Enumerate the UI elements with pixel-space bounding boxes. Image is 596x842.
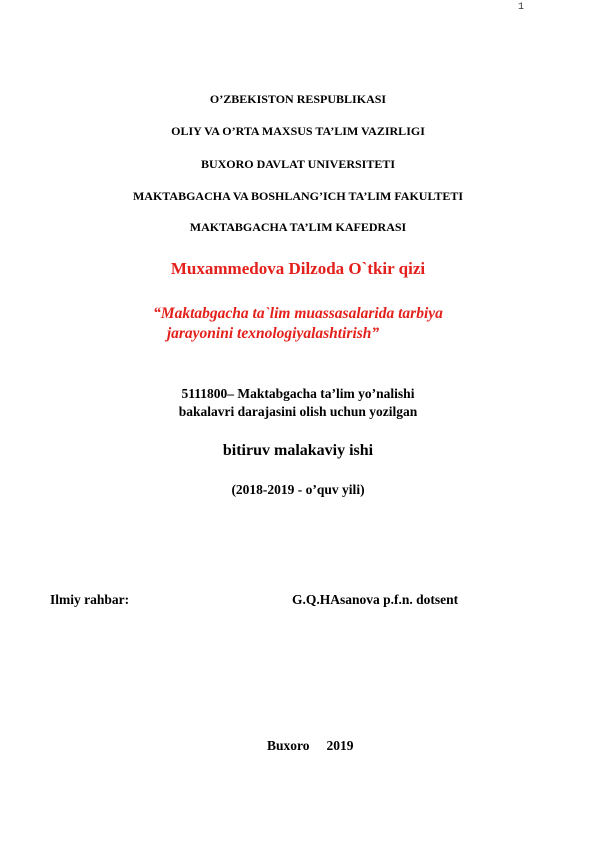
header-department: MAKTABGACHA TA’LIM KAFEDRASI <box>189 220 407 234</box>
supervisor-name: G.Q.HAsanova p.f.n. dotsent <box>292 592 459 607</box>
academic-year: (2018-2019 - o’quv yili) <box>231 482 365 497</box>
author-name: Muxammedova Dilzoda O`tkir qizi <box>170 259 426 278</box>
supervisor-label: Ilmiy rahbar: <box>50 592 130 607</box>
place-and-year <box>267 738 354 754</box>
thesis-title <box>0 304 596 344</box>
specialty <box>0 385 596 421</box>
header-university: BUXORO DAVLAT UNIVERSITETI <box>200 157 396 171</box>
year: 2019 <box>326 738 354 753</box>
specialty-line-2: bakalavri darajasini olish uchun yozilgan <box>178 404 418 419</box>
thesis-title-line-1: “Maktabgacha ta`lim muassasalarida tarbiya <box>153 305 443 322</box>
header-ministry: OLIY VA O’RTA MAXSUS TA’LIM VAZIRLIGI <box>171 124 425 138</box>
header-republic: O’ZBEKISTON RESPUBLIKASI <box>209 92 387 106</box>
specialty-line-1: 5111800– Maktabgacha ta’lim yo’nalishi <box>181 386 415 401</box>
page-number: 1 <box>517 2 524 13</box>
thesis-title-line-2: jarayonini texnologiyalashtirish” <box>166 325 380 342</box>
work-type: bitiruv malakaviy ishi <box>222 442 374 459</box>
city: Buxoro <box>267 738 310 753</box>
header-faculty: MAKTABGACHA VA BOSHLANG’ICH TA’LIM FAKULTETI <box>132 189 464 203</box>
